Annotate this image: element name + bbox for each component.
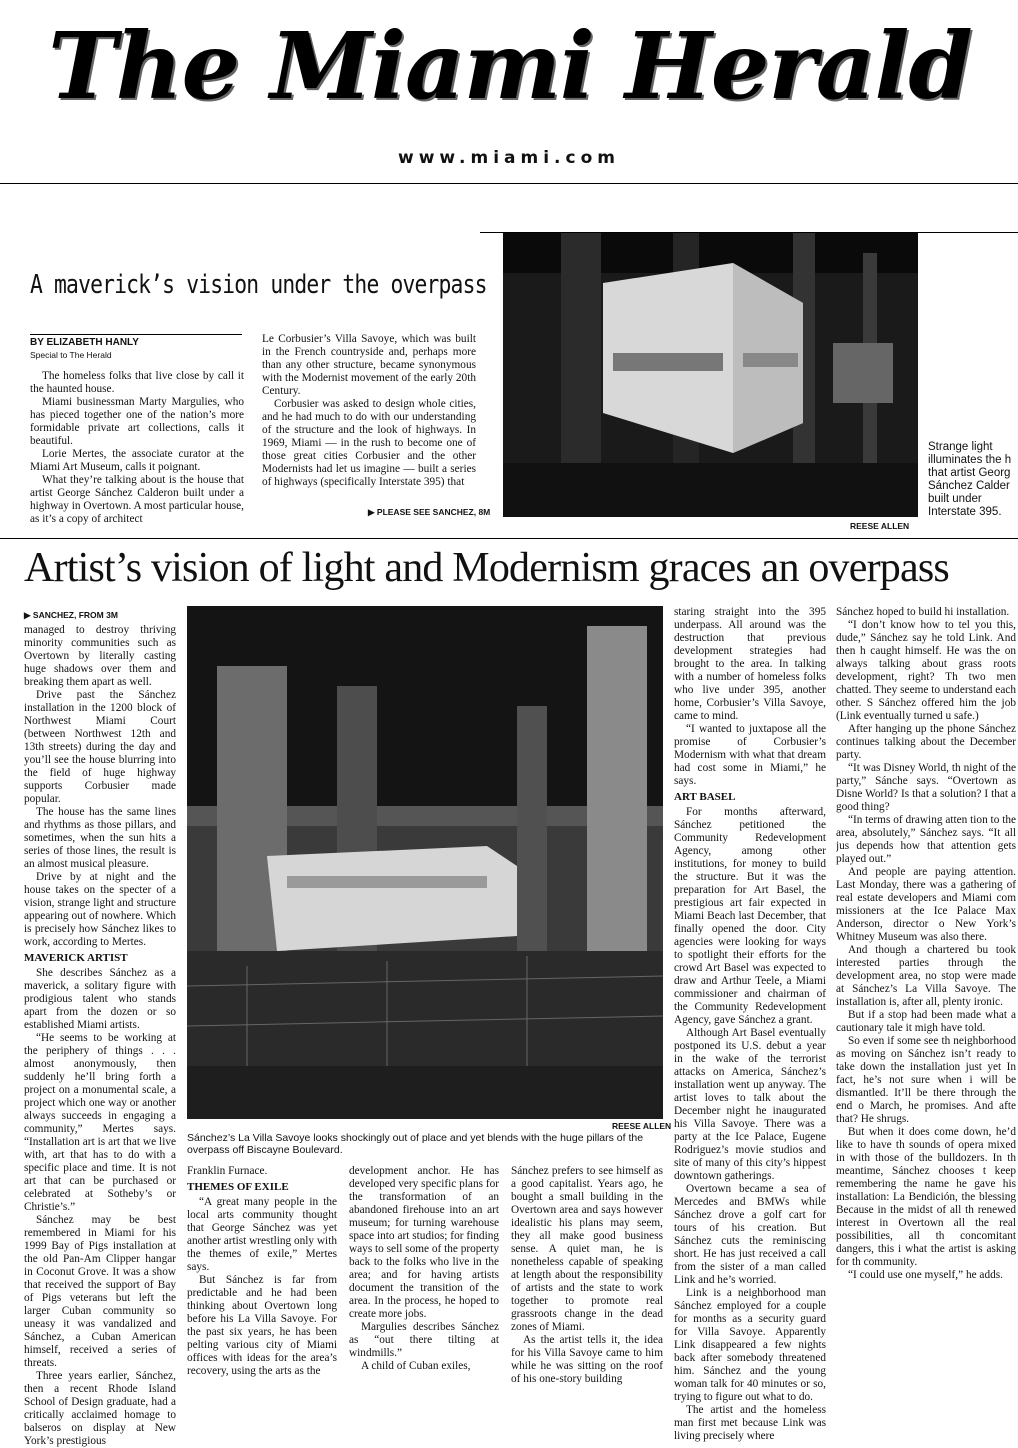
paragraph: So even if some see th neighborhood as moving on Sánchez isn’t ready to take down the installation just yet In fact, he’s not sure when i will be dismantled. It’ll be there through the end o March, he promises. And afte that? He shrugs. [836, 1035, 1016, 1125]
subhead-exile: THEMES OF EXILE [187, 1181, 289, 1193]
paragraph: Sánchez may be best remembered in Miami for his 1999 Bay of Pigs installation at the old Pan-Am Clipper hangar in Coconut Grove. It was a show that received the support of Bay of Pigs veterans but left the larger Cuban community so uneasy it was vandalized and Sánchez, a Cuban American himself, received a series of threats. [24, 1214, 176, 1369]
story2-column-5 [836, 606, 1016, 1282]
story1-byline: BY ELIZABETH HANLY [30, 334, 242, 348]
story1-photo [503, 233, 918, 517]
subhead-maverick: MAVERICK ARTIST [24, 952, 128, 964]
paragraph: Le Corbusier’s Villa Savoye, which was built in the French countryside and, perhaps more than any other structure, became synonymous with the Modernist movement of the early 20th Century. [262, 333, 476, 397]
paragraph: And though a chartered bu took interested parties through the development area, no stop were made at Sánchez’s La Villa Savoye. The installation is, after all, plenty ironic. [836, 944, 1016, 1008]
newspaper-url: www.miami.com [398, 148, 620, 168]
paragraph: The artist and the homeless man first met because Link was living precisely where [674, 1404, 826, 1442]
paragraph: Three years earlier, Sánchez, then a recent Rhode Island School of Design graduate, had a critically acclaimed homage to balseros on display at New York’s prestigious [24, 1370, 176, 1447]
newspaper-title: The Miami Herald [48, 12, 972, 120]
masthead [0, 0, 1018, 190]
jump-text: SANCHEZ, FROM 3M [32, 610, 118, 620]
story1-credit: Special to The Herald [30, 350, 112, 360]
story1-jump: ▶ PLEASE SEE SANCHEZ, 8M [368, 507, 491, 517]
villa-savoye-photo [187, 606, 663, 1119]
subhead-art-basel: ART BASEL [674, 791, 736, 803]
paragraph: “I wanted to juxtapose all the promise of Corbusier’s Modernism with what that dream had cost some in Miami,” he says. [674, 723, 826, 787]
paragraph: Although Art Basel eventually postponed its U.S. debut a year in the wake of the terrorist attacks on America, Sánchez’s installation went up anyway. The artist loves to talk about the December night he inaugurated his Villa Savoye. There was a party at the Ice Palace, Eugene Rodriguez’s movie studios and site of many of this city’s hippest downtown gatherings. [674, 1027, 826, 1182]
paragraph: The house has the same lines and rhythms as those pillars, and sometimes, when the sun hits a series of those lines, the result is an almost musical pleasure. [24, 806, 176, 870]
story2-rule [0, 538, 1018, 539]
paragraph: Overtown became a sea of Mercedes and BMWs while Sánchez drove a golf cart for tours of his creation. But Sánchez cuts the reminiscing short. He has just received a call from the sister of a man called Link and he’s worried. [674, 1183, 826, 1286]
story1-caption: Strange light illuminates the h that artist Georg Sánchez Calder built under Interstate 395. [928, 441, 1012, 518]
paragraph: Miami businessman Marty Margulies, who has pieced together one of the nation’s more formidable private art collections, calls it beautiful. [30, 396, 244, 447]
paragraph: managed to destroy thriving minority communities such as Overtown by literally casting huge shadows over them and breaking them apart as well. [24, 624, 176, 688]
story2-column-b [349, 1165, 499, 1373]
paragraph: “I could use one myself,” he adds. [848, 1269, 1003, 1281]
story2-photo [187, 606, 663, 1119]
story1-headline: A maverick’s vision under the overpass [30, 270, 487, 300]
paragraph: What they’re talking about is the house that artist George Sánchez Calderon built under a highway in Overtown. A most particular house, as it’s a copy of architect [30, 474, 244, 525]
paragraph: Corbusier was asked to design whole cities, and he had much to do with our understanding of the structure and the look of highways. In 1969, Miami — in the rush to become one of those great cities Corbusier and the other Modernists had let us imagine — built a series of highways (specifically Interstate 395) that [262, 398, 476, 488]
story1-photo-credit: REESE ALLEN [850, 521, 910, 531]
story2-column-4 [674, 606, 826, 1443]
story2-column-a [187, 1165, 337, 1378]
story2-photo-credit: REESE ALLEN [612, 1121, 672, 1131]
paragraph: staring straight into the 395 underpass. All around was the destruction that previous development strategies had brought to the area. In talking with a number of homeless folks who live under 395, another home, Corbusier’s Villa Savoye, came to mind. [674, 606, 826, 722]
paragraph: “In terms of drawing atten tion to the area, absolutely,” Sánchez says. “It all jus depends how that attention gets played out.” [836, 814, 1016, 865]
paragraph: Franklin Furnace. [187, 1165, 268, 1177]
paragraph: development anchor. He has developed very specific plans for the transformation of an abandoned firehouse into an art museum; for turning warehouse space into art studios; for finding ways to sell some of the property back to the folks who live in the area; and for having artists document the transition of the area. In the process, he hoped to create more jobs. [349, 1165, 499, 1320]
paragraph: Sánchez hoped to build hi installation. [836, 606, 1010, 618]
story2-left-column [24, 624, 176, 1448]
paragraph: As the artist tells it, the idea for his Villa Savoye came to him while he was sitting on the roof of his one-story building [511, 1334, 663, 1385]
story2-caption: Sánchez’s La Villa Savoye looks shockingly out of place and yet blends with the huge pillars of the overpass off Biscayne Boulevard. [187, 1132, 644, 1156]
paragraph: Drive past the Sánchez installation in the 1200 block of Northwest Miami Court (between Northwest 12th and 13th streets) during the day and you’ll see the house blurring into the field of huge highway supports Corbusier made popular. [24, 689, 176, 805]
story2-jump-from: ▶ SANCHEZ, FROM 3M [24, 610, 118, 620]
paragraph: “He seems to be working at the periphery of things . . . almost anonymously, then suddenly he’ll bring forth a project on a monumental scale, a project which one way or another always succeeds in engaging a community,” Mertes says. “Installation art is art that we live with, art that has to do with a specific place and time. It is not art that can be purchased or celebrated at Sotheby’s or Christie’s.” [24, 1032, 176, 1213]
paragraph: Drive by at night and the house takes on the specter of a vision, strange light and structure appearing out of nowhere. Which is precisely how Sánchez likes to work, according to Mertes. [24, 871, 176, 948]
story1-column-1 [30, 370, 244, 526]
paragraph: Sánchez prefers to see himself as a good capitalist. Years ago, he bought a small building in the Overtown area and says however idealistic his plans may seem, they all make good business sense. A quiet man, he is nonetheless capable of speaking at length about the responsibility of artists and the state to work together to promote real grassroots change in the dead zones of Miami. [511, 1165, 663, 1333]
paragraph: She describes Sánchez as a maverick, a solitary figure with prodigious talent who stands apart from the dozen or so established Miami artists. [24, 967, 176, 1031]
paragraph: The homeless folks that live close by call it the haunted house. [30, 370, 244, 395]
story2-headline: Artist’s vision of light and Modernism graces an overpass [24, 545, 949, 591]
paragraph: “It was Disney World, th night of the party,” Sánche says. “Overtown as Disne World? Is that a solution? I that a good thing? [836, 762, 1016, 813]
paragraph: And people are paying attention. Last Monday, there was a gathering of real estate developers and Miami com missioners at the Ice Palace Max Anderson, director o New York’s Whitney Museum was also there. [836, 866, 1016, 943]
paragraph: But Sánchez is far from predictable and he had been thinking about Overtown long before his La Villa Savoye. For the past six years, he has been pelting various city of Miami offices with ideas for the area’s recovery, using the arts as the [187, 1274, 337, 1377]
jump-text: PLEASE SEE SANCHEZ, 8M [376, 507, 491, 517]
paragraph: Lorie Mertes, the associate curator at the Miami Art Museum, calls it poignant. [30, 448, 244, 473]
paragraph: A child of Cuban exiles, [361, 1360, 471, 1372]
paragraph: But if a stop had been made what a cautionary tale it migh have told. [836, 1009, 1016, 1034]
story2-column-c [511, 1165, 663, 1386]
masthead-rule [0, 183, 1018, 184]
paragraph: But when it does come down, he’d like to have th sounds of opera mixed in with those of the bulldozers. In th meantime, Sánchez chooses t keep remembering the name he gave his installation: La Bendición, the blessing Because in the midst of all th renewed interest in Overtown all the real possibilities, all th concomitant dangers, this i what the artist is asking for th community. [836, 1126, 1016, 1268]
paragraph: After hanging up the phone Sánchez continues talking about the December party. [836, 723, 1016, 761]
paragraph: Link is a neighborhood man Sánchez employed for a couple for months as a security guard for Villa Savoye. Apparently Link disappeared a few nights back after somebody threatened him. Sánchez and the young woman talk for 40 minutes or so, trying to figure out what to do. [674, 1287, 826, 1403]
paragraph: Margulies describes Sánchez as “out there tilting at windmills.” [349, 1321, 499, 1359]
paragraph: “A great many people in the local arts community thought that George Sánchez was yet another artist wrestling only with the themes of exile,” Mertes says. [187, 1196, 337, 1273]
overpass-house-photo [503, 233, 918, 517]
paragraph: “I don’t know how to tel you this, dude,” Sánchez say he told Link. And then h caught himself. He was the on always talking about grass roots development, right? Th two men chatted. They seeme to understand each other. S Sánchez offered him the job (Link eventually turned u safe.) [836, 619, 1016, 722]
story1-column-2 [262, 333, 476, 489]
paragraph: For months afterward, Sánchez petitioned the Community Redevelopment Agency, among other institutions, for money to build the structure. But it was the preparation for Art Basel, the prestigious art fair expected in Miami Beach last December, that finally opened the door. City agencies were looking for ways to spotlight their efforts for the crowd Art Basel was expected to draw and Arthur Teele, a Miami commissioner and chairman of the Community Redevelopment Agency, gave Sánchez a grant. [674, 806, 826, 1026]
